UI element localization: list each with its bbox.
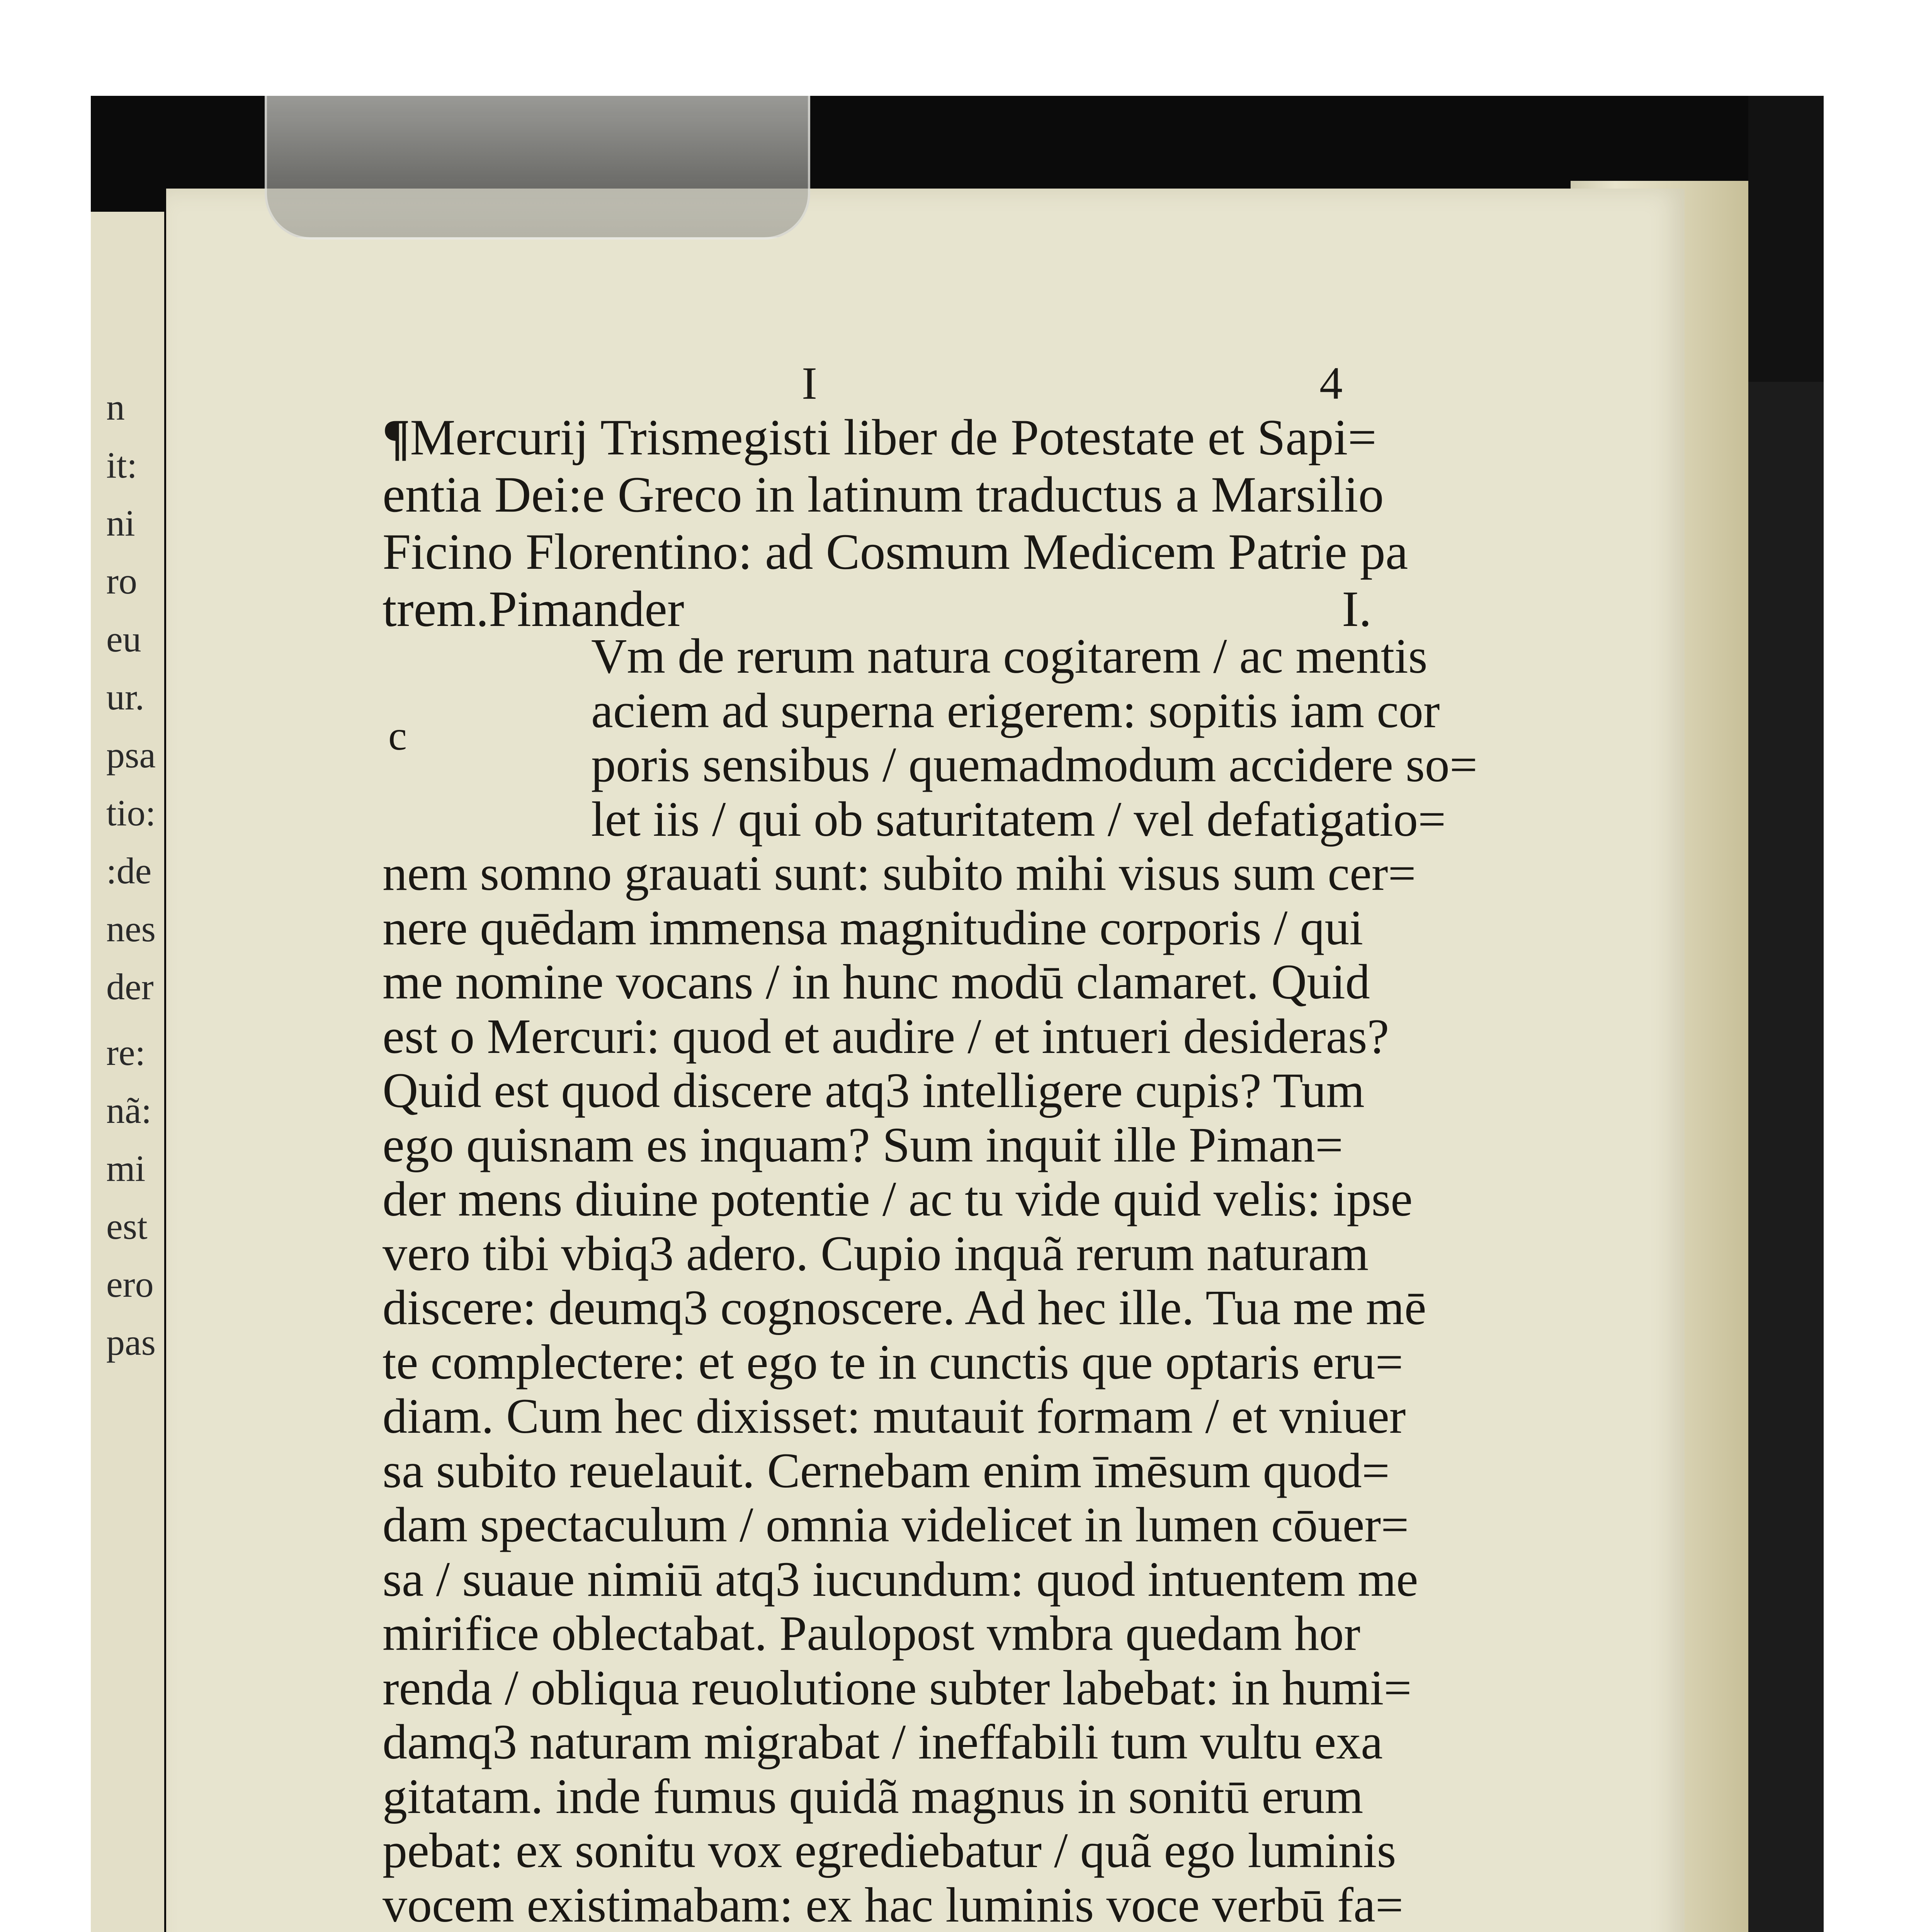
heading-line: Ficino Florentino: ad Cosmum Medicem Patrie pa [383,523,1408,580]
text-line: renda / obliqua reuolutione subter labebat: in humi= [383,1660,1412,1715]
scan-photograph [91,96,1824,1932]
facing-page-fragment: n [106,386,125,428]
text-line: aciem ad superna erigerem: sopitis iam cor [591,683,1440,738]
facing-page-edge [91,212,164,1932]
text-line: gitatam. inde fumus quidã magnus in sonitū erum [383,1769,1363,1824]
chapter-heading [383,409,1408,638]
pilcrow-icon: ¶ [383,409,410,466]
text-line: mirifice oblectabat. Paulopost vmbra quedam hor [383,1606,1360,1661]
chapter-number: I. [1342,580,1372,637]
text-line: est o Mercuri: quod et audire / et intueri desideras? [383,1009,1389,1064]
text-line: nere quēdam immensa magnitudine corporis / qui [383,900,1363,955]
folio-number: 4 [1319,357,1343,409]
text-line: vero tibi vbiq3 adero. Cupio inquã rerum naturam [383,1226,1369,1281]
text-line: discere: deumq3 cognoscere. Ad hec ille. Tua me mē [383,1280,1426,1335]
text-line: me nomine vocans / in hunc modū clamaret. Quid [383,954,1370,1009]
heading-line: ¶Mercurij Trismegisti liber de Potestate et Sapi= [383,409,1377,466]
text-line: Vm de rerum natura cogitarem / ac mentis [591,629,1428,684]
text-line: sa subito reuelauit. Cernebam enim īmēsum quod= [383,1443,1390,1498]
text-line: pebat: ex sonitu vox egrediebatur / quã ego luminis [383,1823,1396,1878]
facing-page-fragment: nã: [106,1090,152,1131]
signature-number: I [802,357,817,409]
facing-page-fragment: mi [106,1148,146,1189]
facing-page-fragment: re: [106,1032,146,1073]
text-line: ego quisnam es inquam? Sum inquit ille Piman= [383,1117,1343,1172]
facing-page-fragment: tio: [106,792,156,833]
facing-page-fragment: eu [106,618,141,660]
text-line: der mens diuine potentie / ac tu vide quid velis: ipse [383,1172,1413,1226]
text-line: vocem existimabam: ex hac luminis voce verbū fa= [383,1877,1403,1932]
facing-page-fragment: ro [106,560,137,602]
heading-line: trem.Pimander I. [383,580,1372,637]
book-page [166,189,1685,1932]
facing-page-fragment: der [106,966,154,1007]
text-line: poris sensibus / quemadmodum accidere so= [591,737,1477,792]
page-clip-top [265,96,810,240]
facing-page-fragment: :de [106,850,152,891]
facing-page-fragment: ur. [106,676,145,718]
text-line: diam. Cum hec dixisset: mutauit formam / et vniuer [383,1389,1406,1444]
facing-page-fragment: pas [106,1321,156,1363]
text-line: damq3 naturam migrabat / ineffabili tum vultu exa [383,1714,1383,1769]
heading-line: entia Dei:e Greco in latinum traductus a Marsilio [383,466,1384,523]
facing-page-fragment: ero [106,1264,154,1305]
text-line: dam spectaculum / omnia videlicet in lumen cōuer= [383,1497,1409,1552]
facing-page-fragment: it: [106,444,138,486]
facing-page-fragment: psa [106,734,156,776]
text-line: Quid est quod discere atq3 intelligere cupis? Tum [383,1063,1365,1118]
guide-letter: c [388,713,407,759]
facing-page-fragment: est [106,1206,148,1247]
facing-page-fragment: ni [106,502,135,544]
text-line: let iis / qui ob saturitatem / vel defatigatio= [591,791,1446,847]
text-line: nem somno grauati sunt: subito mihi visus sum cer= [383,846,1416,901]
text-line: te complectere: et ego te in cunctis que optaris eru= [383,1334,1403,1389]
body-text [383,629,1477,1932]
text-line: sa / suaue nimiū atq3 iucundum: quod intuentem me [383,1551,1418,1607]
facing-page-fragment: nes [106,908,156,949]
